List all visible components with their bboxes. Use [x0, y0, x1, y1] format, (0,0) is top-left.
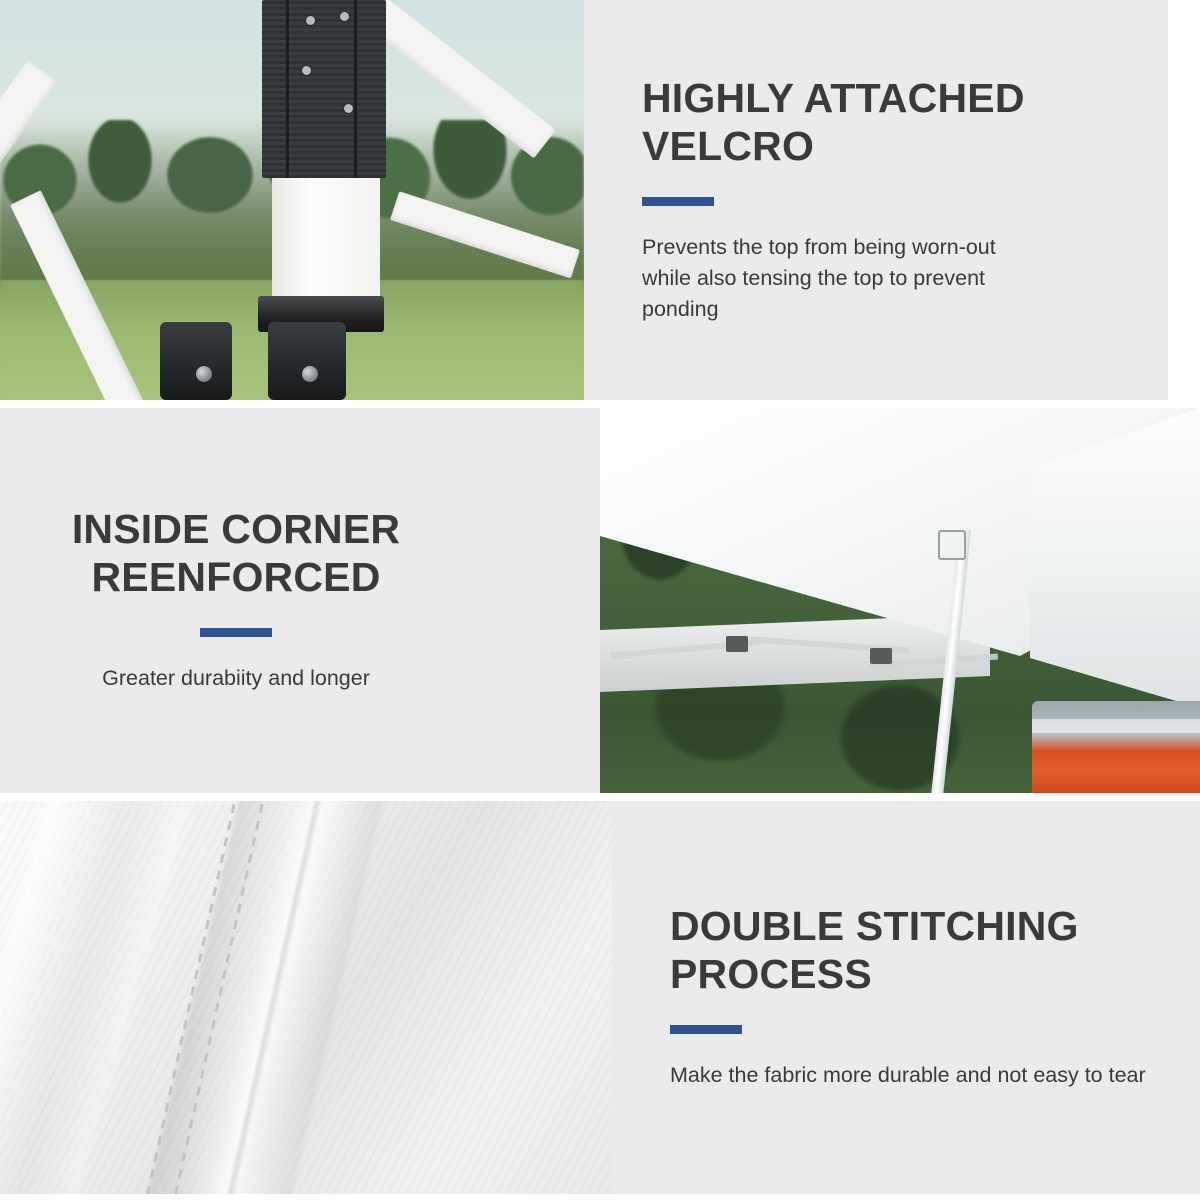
frame-hub-left [160, 322, 232, 400]
background-tent [1032, 701, 1200, 793]
velcro-seam [354, 0, 357, 178]
feature-image-corner [600, 408, 1200, 793]
row-separator [0, 400, 1200, 408]
feature-description: Make the fabric more durable and not easy to tear [670, 1063, 1146, 1088]
feature-heading: DOUBLE STITCHING PROCESS [670, 903, 1079, 998]
feature-description: Prevents the top from being worn-out while also tensing the top to prevent ponding [642, 234, 996, 322]
accent-divider [670, 1025, 742, 1034]
feature-row-corner [0, 408, 1200, 793]
velcro-stud [344, 104, 353, 113]
velcro-stud [340, 12, 349, 21]
feature-image-velcro [0, 0, 584, 400]
frame-hub-right [268, 322, 346, 400]
velcro-strap [262, 0, 386, 178]
frame-bolt [196, 366, 212, 382]
accent-divider [642, 197, 714, 206]
feature-heading: INSIDE CORNER REENFORCED [71, 506, 401, 601]
velcro-seam [286, 0, 289, 178]
feature-text-corner [0, 408, 600, 793]
row-separator [0, 793, 1200, 801]
accent-divider [200, 628, 272, 637]
feature-row-velcro [0, 0, 1200, 400]
frame-bolt [302, 366, 318, 382]
feature-description: Greater durabiity and longer [102, 666, 370, 691]
feature-image-stitching [0, 801, 612, 1194]
velcro-stud [306, 16, 315, 25]
feature-heading: HIGHLY ATTACHED VELCRO [642, 74, 1025, 169]
truss-connector [870, 648, 892, 664]
feature-text-velcro [584, 0, 1168, 400]
truss-connector [726, 636, 748, 652]
feature-row-stitching [0, 801, 1200, 1194]
feature-text-stitching [612, 801, 1200, 1194]
velcro-stud [302, 66, 311, 75]
canopy-center-post [272, 168, 380, 303]
corner-reinforcement-clip [938, 530, 966, 560]
